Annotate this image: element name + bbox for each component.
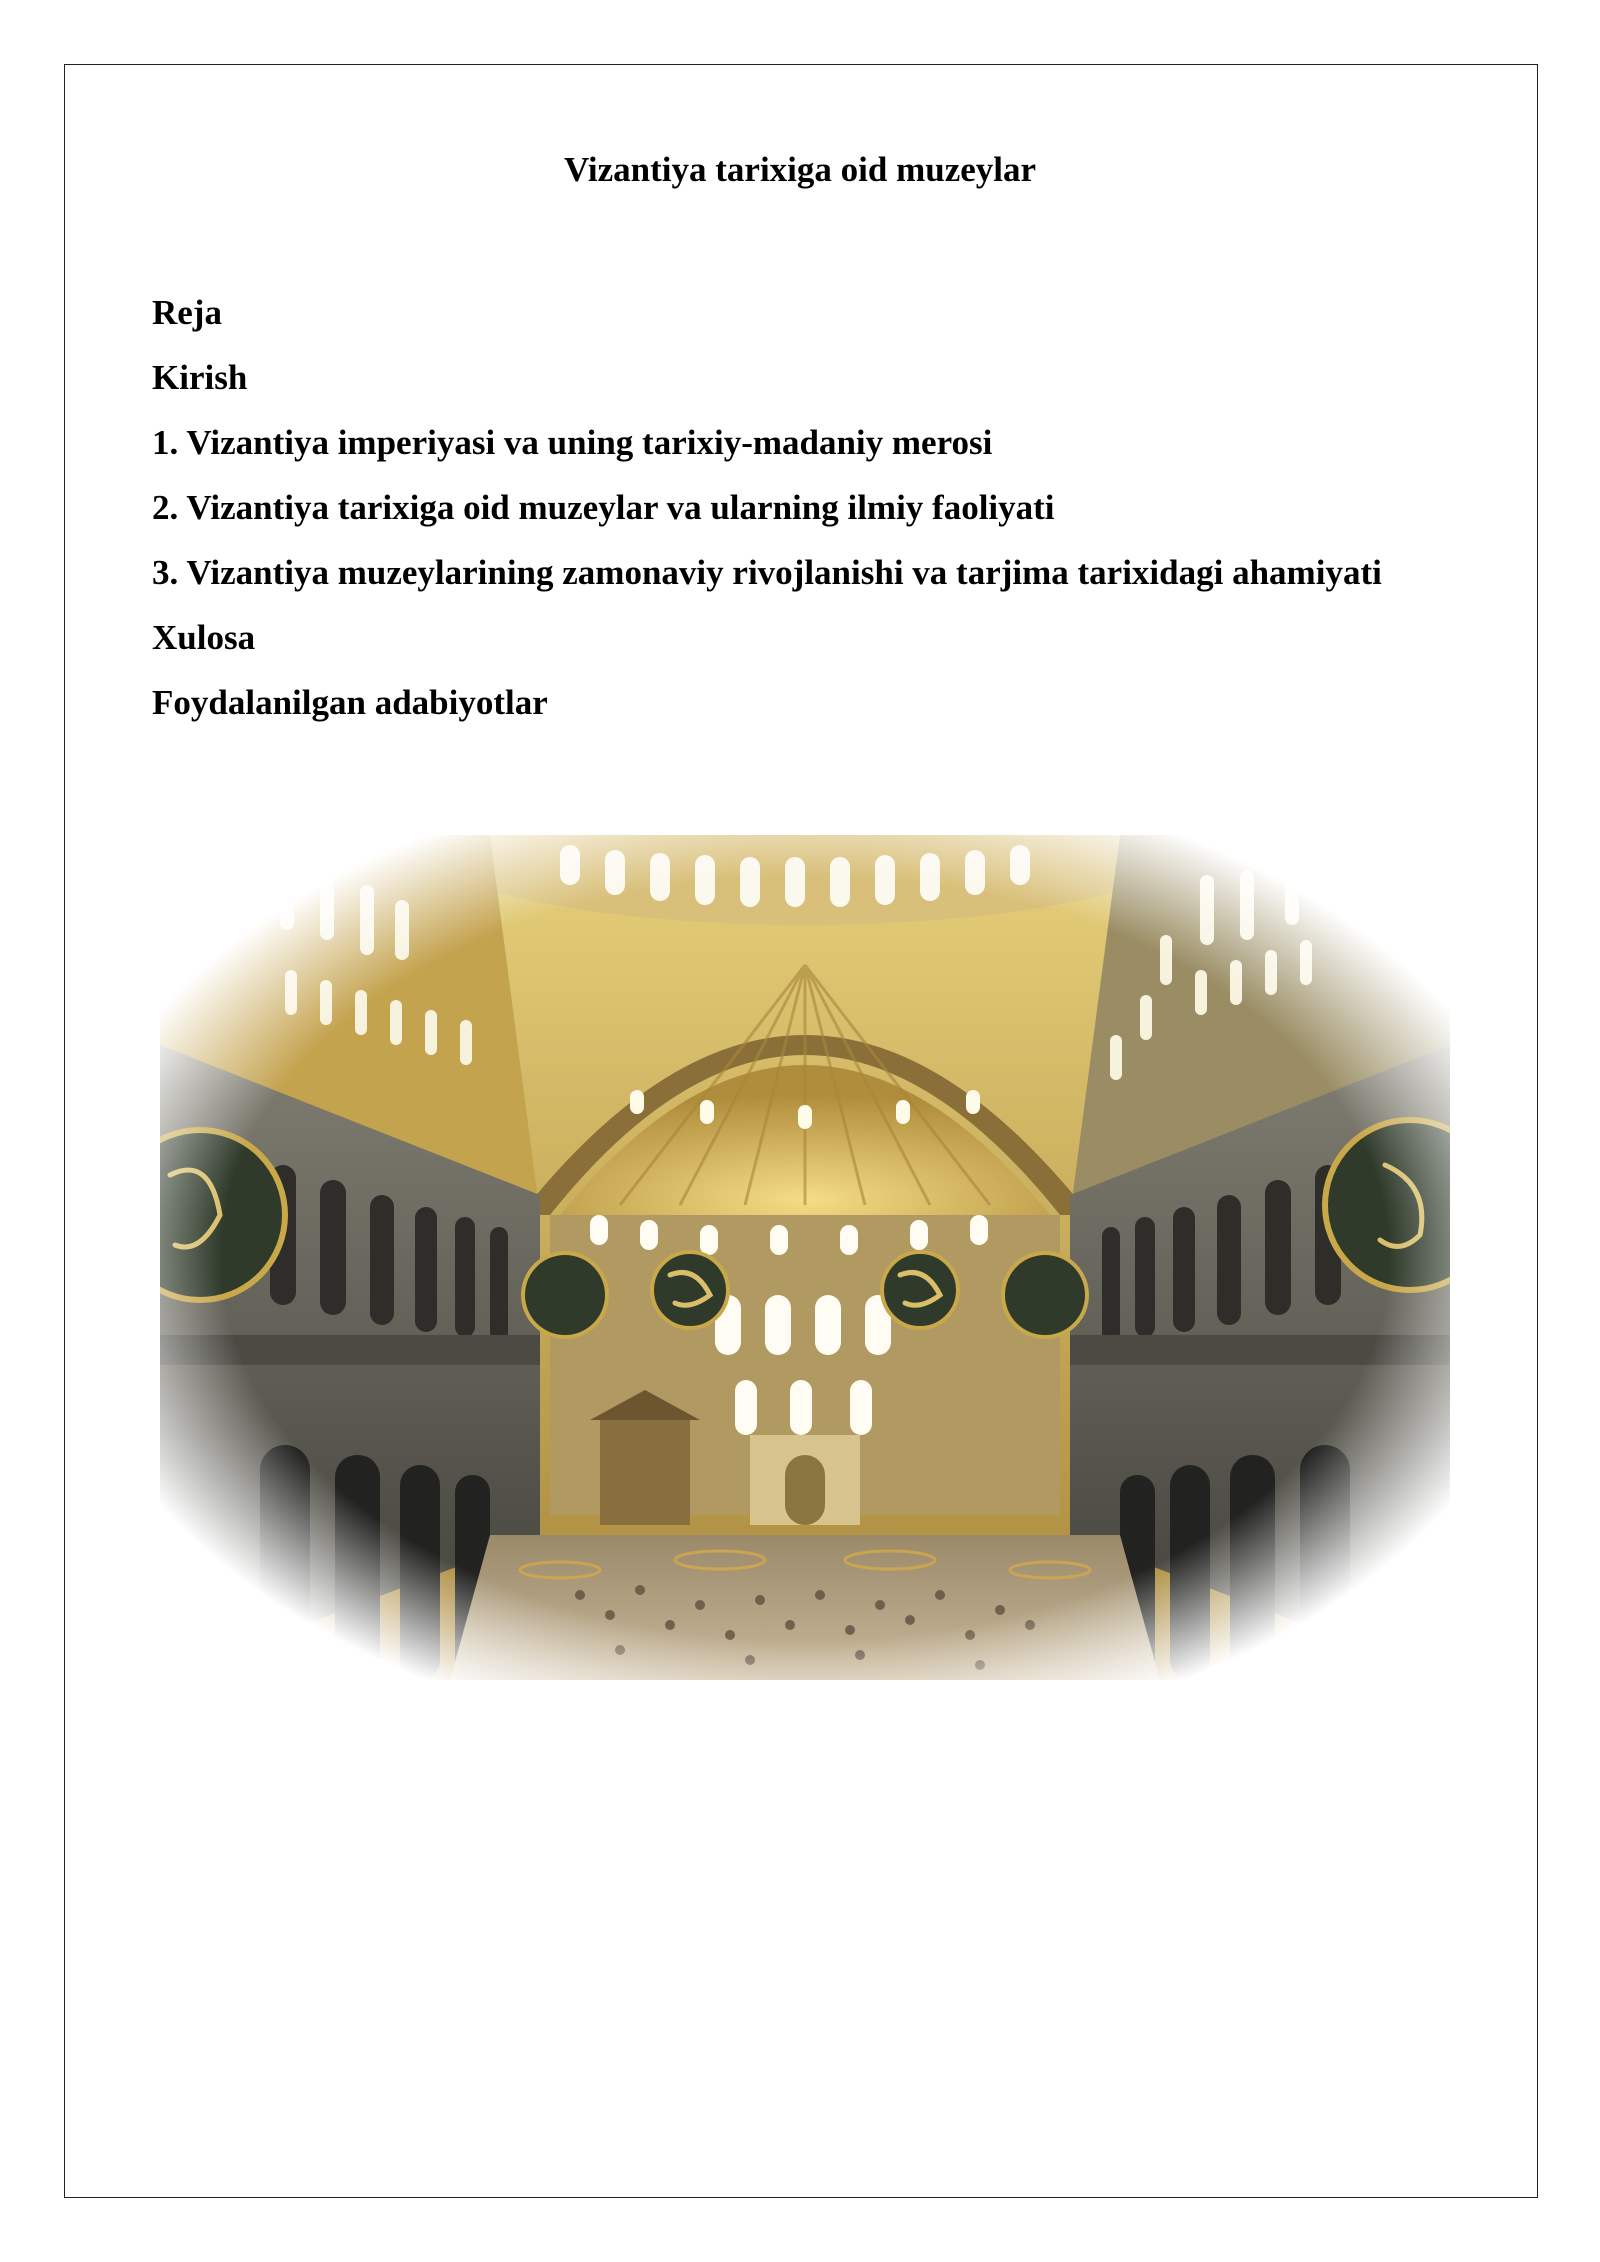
plan-heading: Reja [152,293,222,332]
plan-item-3: 3. Vizantiya muzeylarining zamonaviy rivojlanishi va tarjima tarixidagi ahamiyati [152,553,1382,592]
document-title: Vizantiya tarixiga oid muzeylar [563,150,1037,189]
plan-item-conclusion: Xulosa [152,618,256,657]
hagia-sophia-photo [160,835,1450,1680]
plan-item-references: Foydalanilgan adabiyotlar [152,683,548,722]
plan-item-introduction: Kirish [152,358,248,397]
plan-item-2: 2. Vizantiya tarixiga oid muzeylar va ularning ilmiy faoliyati [152,488,1055,527]
plan-list [152,280,1382,735]
plan-item-1: 1. Vizantiya imperiyasi va uning tarixiy-madaniy merosi [152,423,993,462]
